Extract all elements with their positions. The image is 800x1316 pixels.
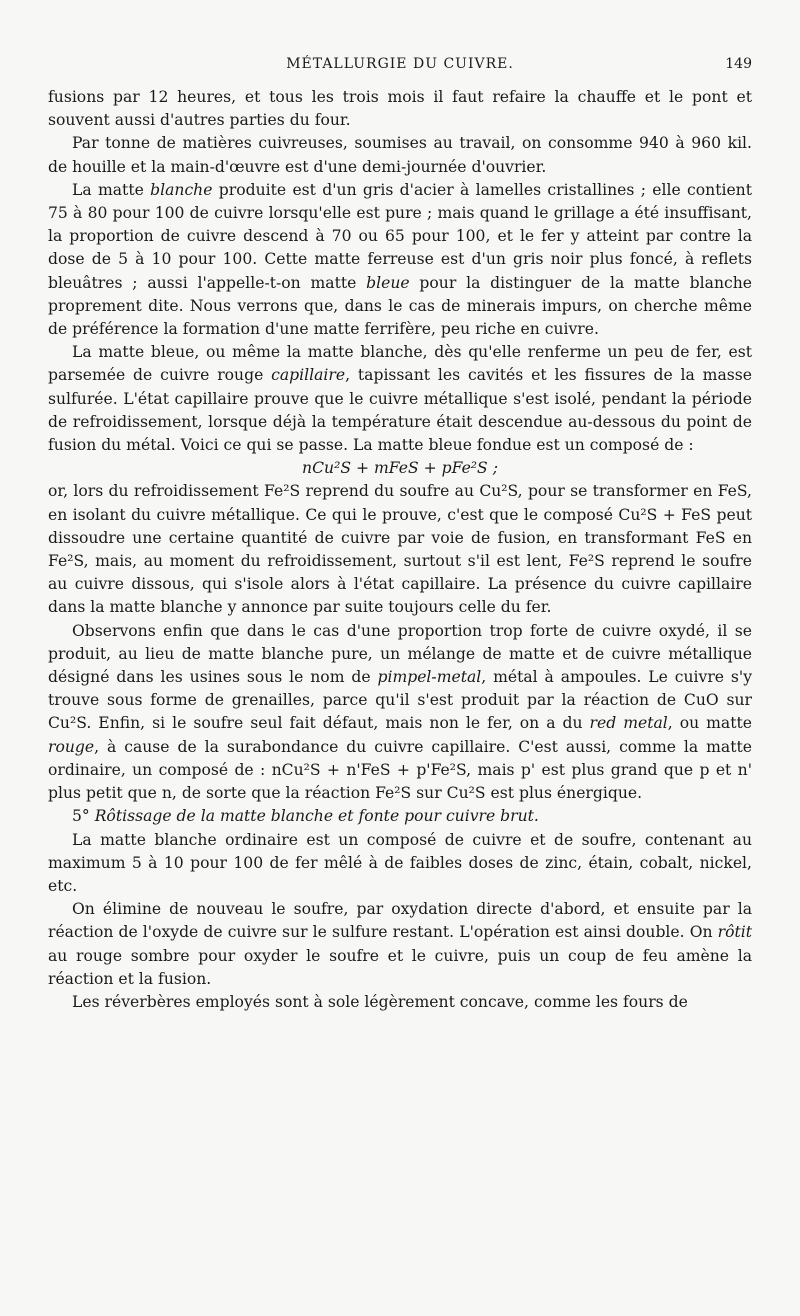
text-run: pour la distinguer de la matte blanche proprement dite. Nous verrons que, dans le cas de minerais impurs, on cherche même de préférence la formation d'une matte ferrifère, peu riche en cuivre. [48, 273, 752, 339]
paragraph: Les réverbères employés sont à sole légèrement concave, comme les fours de [72, 992, 688, 1011]
emphasis: rôtit [717, 923, 752, 942]
text-run: , ou matte [667, 714, 752, 733]
paragraph [48, 620, 752, 806]
page-header [48, 56, 752, 78]
paragraph [48, 179, 752, 341]
section-title: Rôtissage de la matte blanche et fonte pour cuivre brut. [94, 807, 539, 826]
text-run: , tapissant les cavités et les fissures de la masse sulfurée. L'état capillaire prouve que le cuivre métallique s'est isolé, pendant la période de refroidissement, lorsque déjà la température était descendue au-dessous du point de fusion du métal. Voici ce qui se passe. La matte bleue fondue est un composé de : [48, 366, 752, 455]
emphasis: bleue [366, 273, 410, 292]
text-run: La matte [72, 180, 151, 199]
section-heading [48, 805, 752, 828]
paragraph: or, lors du refroidissement Fe²S reprend du soufre au Cu²S, pour se transformer en FeS, en isolant du cuivre métallique. Ce qui le prouve, c'est que le composé Cu²S + FeS peut dissoudre une certaine quantité de cuivre par voie de fusion, en transformant FeS en Fe²S, mais, au moment du refroidissement, surtout s'il est lent, Fe²S reprend le soufre au cuivre dissous, qui s'isole alors à l'état capillaire. La présence du cuivre capillaire dans la matte blanche y annonce par suite toujours celle du fer. [48, 482, 752, 617]
emphasis: capillaire [271, 366, 346, 385]
emphasis: rouge [48, 737, 95, 756]
page-body [48, 86, 752, 1014]
paragraph [48, 341, 752, 457]
formula: nCu²S + mFeS + pFe²S ; [302, 459, 498, 478]
paragraph: Par tonne de matières cuivreuses, soumises au travail, on consomme 940 à 960 kil. de houille et la main-d'œuvre est d'une demi-journée d'ouvrier. [48, 134, 752, 176]
running-title: MÉTALLURGIE DU CUIVRE. [286, 56, 514, 72]
text-run: La matte bleue, ou même la matte blanche, dès qu'elle renferme un peu de fer, est parsemée de cuivre rouge [48, 343, 752, 385]
text-run: , à cause de la surabondance du cuivre capillaire. C'est aussi, comme la matte ordinaire, un composé de : nCu²S + n'FeS + p'Fe²S, mais p' est plus grand que p et n' plus petit que n, de sorte que la réaction Fe²S sur Cu²S est plus énergique. [48, 737, 752, 803]
text-run: au rouge sombre pour oxyder le soufre et le cuivre, puis un coup de feu amène la réaction et la fusion. [48, 946, 752, 988]
paragraph: La matte blanche ordinaire est un composé de cuivre et de soufre, contenant au maximum 5 à 10 pour 100 de fer mêlé à de faibles doses de zinc, étain, cobalt, nickel, etc. [48, 830, 752, 895]
text-run: produite est d'un gris d'acier à lamelles cristallines ; elle contient 75 à 80 pour 100 de cuivre lorsqu'elle est pure ; mais quand le grillage a été insuffisant, la proportion de cuivre descend à 70 ou 65 pour 100, et le fer y atteint par contre la dose de 5 à 10 pour 100. Cette matte ferreuse est d'un gris noir plus foncé, à reflets bleuâtres ; aussi l'appelle-t-on matte [48, 180, 752, 292]
emphasis: red metal [589, 714, 668, 733]
emphasis: pimpel-metal [377, 668, 482, 687]
text-run: On élimine de nouveau le soufre, par oxydation directe d'abord, et ensuite par la réaction de l'oxyde de cuivre sur le sulfure restant. L'opération est ainsi double. On [48, 900, 752, 942]
page-number: 149 [725, 56, 752, 72]
section-number: 5° [72, 807, 90, 826]
paragraph [48, 898, 752, 991]
emphasis: blanche [150, 180, 213, 199]
paragraph: fusions par 12 heures, et tous les trois mois il faut refaire la chauffe et le pont et souvent aussi d'autres parties du four. [48, 88, 752, 130]
text-run: Observons enfin que dans le cas d'une proportion trop forte de cuivre oxydé, il se produit, au lieu de matte blanche pure, un mélange de matte et de cuivre métallique désigné dans les usines sous le nom de [48, 621, 752, 687]
text-run: , métal à ampoules. Le cuivre s'y trouve sous forme de grenailles, parce qu'il s'est produit par la réaction de CuO sur Cu²S. Enfin, si le soufre seul fait défaut, mais non le fer, on a du [48, 668, 753, 733]
